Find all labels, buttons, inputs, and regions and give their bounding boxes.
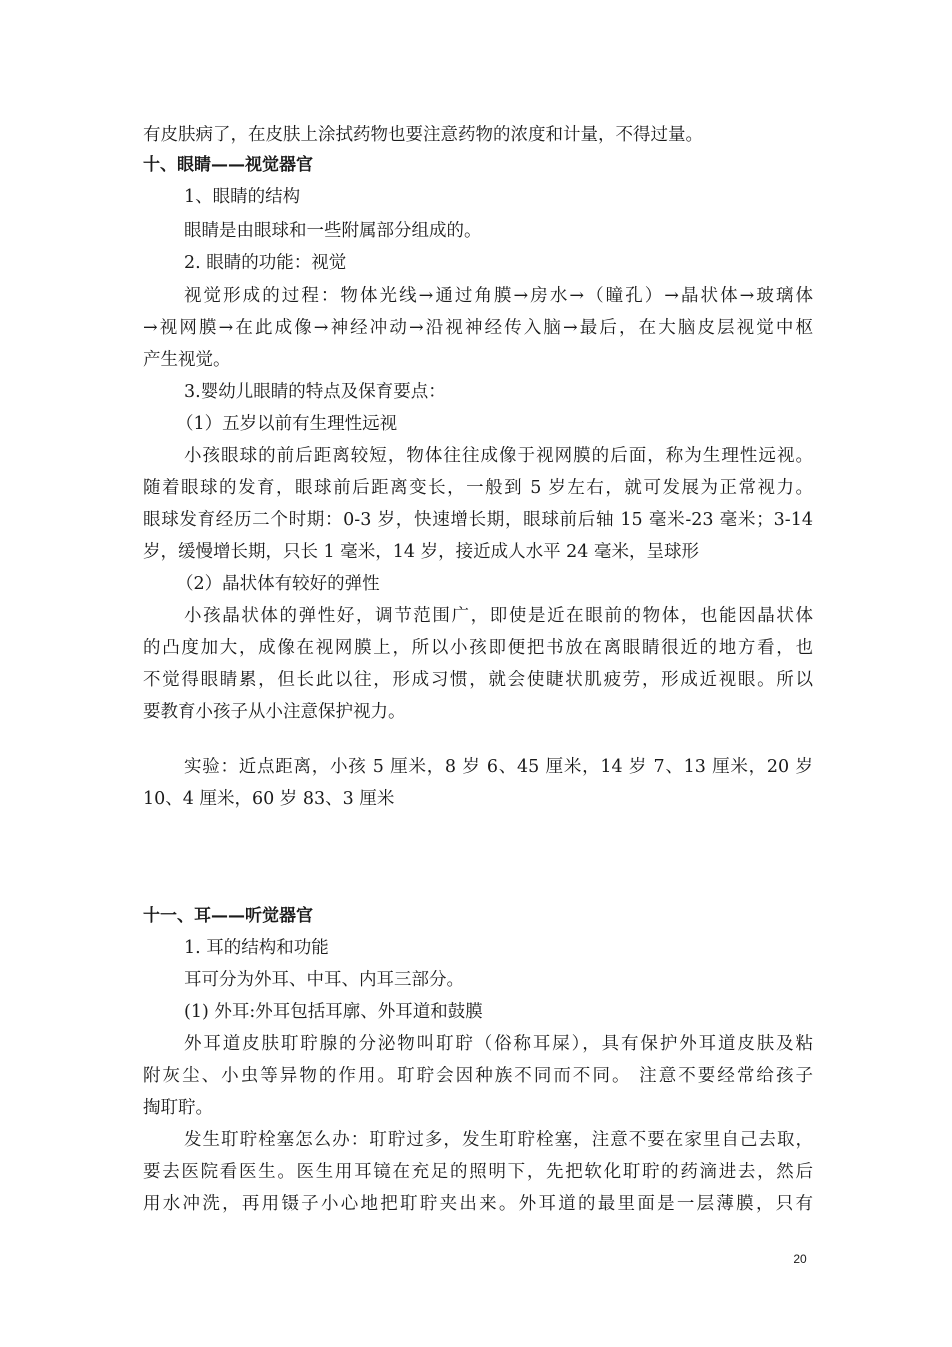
subheading-outer-ear: (1) 外耳:外耳包括耳廓、外耳道和鼓膜 [184, 1002, 483, 1022]
paragraph-line: 的凸度加大，成像在视网膜上，所以小孩即便把书放在离眼睛很近的地方看，也 [143, 638, 813, 658]
paragraph-line: 随着眼球的发育，眼球前后距离变长，一般到 5 岁左右，就可发展为正常视力。 [143, 478, 813, 498]
section-heading-eye: 十、眼睛——视觉器官 [143, 155, 313, 175]
paragraph-line: 用水冲洗，再用镊子小心地把耵聍夹出来。外耳道的最里面是一层薄膜，只有 [143, 1194, 813, 1214]
paragraph-line: 耳可分为外耳、中耳、内耳三部分。 [184, 970, 464, 990]
paragraph-line: 要教育小孩子从小注意保护视力。 [143, 702, 406, 722]
subheading-hyperopia: （1）五岁以前有生理性远视 [176, 414, 398, 434]
paragraph-line: 实验：近点距离，小孩 5 厘米，8 岁 6、45 厘米，14 岁 7、13 厘米，20 岁 [184, 757, 813, 777]
subheading-lens-elasticity: （2）晶状体有较好的弹性 [176, 574, 380, 594]
paragraph-line: 眼球发育经历二个时期：0-3 岁，快速增长期，眼球前后轴 15 毫米-23 毫米；3-14 [143, 510, 813, 530]
paragraph-line: 眼睛是由眼球和一些附属部分组成的。 [184, 221, 482, 241]
paragraph-line: 10、4 厘米，60 岁 83、3 厘米 [143, 789, 395, 809]
paragraph-line: →视网膜→在此成像→神经冲动→沿视神经传入脑→最后，在大脑皮层视觉中枢 [143, 318, 813, 338]
paragraph-line: 不觉得眼睛累，但长此以往，形成习惯，就会使睫状肌疲劳，形成近视眼。所以 [143, 670, 813, 690]
subheading-eye-structure: 1、眼睛的结构 [184, 187, 301, 207]
paragraph-line: 产生视觉。 [143, 350, 231, 370]
page-number: 20 [793, 1252, 807, 1266]
paragraph-line: 发生耵聍栓塞怎么办：耵聍过多，发生耵聍栓塞，注意不要在家里自己去取， [184, 1130, 813, 1150]
subheading-infant-eye: 3.婴幼儿眼睛的特点及保育要点： [184, 382, 446, 402]
paragraph-line: 小孩晶状体的弹性好，调节范围广，即使是近在眼前的物体，也能因晶状体 [184, 606, 813, 626]
paragraph-line: 掏耵聍。 [143, 1098, 213, 1118]
section-heading-ear: 十一、耳——听觉器官 [143, 906, 313, 926]
paragraph-line: 岁，缓慢增长期，只长 1 毫米，14 岁，接近成人水平 24 毫米，呈球形 [143, 542, 699, 562]
paragraph-line: 要去医院看医生。医生用耳镜在充足的照明下，先把软化耵聍的药滴进去，然后 [143, 1162, 813, 1182]
paragraph-line: 有皮肤病了，在皮肤上涂拭药物也要注意药物的浓度和计量，不得过量。 [143, 125, 703, 145]
subheading-ear-structure: 1. 耳的结构和功能 [184, 938, 329, 958]
paragraph-line: 外耳道皮肤耵聍腺的分泌物叫耵聍（俗称耳屎），具有保护外耳道皮肤及粘 [184, 1034, 813, 1054]
subheading-eye-function: 2. 眼睛的功能：视觉 [184, 253, 347, 273]
paragraph-line: 小孩眼球的前后距离较短，物体往往成像于视网膜的后面，称为生理性远视。 [184, 446, 813, 466]
paragraph-line: 附灰尘、小虫等异物的作用。耵聍会因种族不同而不同。 注意不要经常给孩子 [143, 1066, 813, 1086]
paragraph-line: 视觉形成的过程：物体光线→通过角膜→房水→（瞳孔）→晶状体→玻璃体 [184, 286, 813, 306]
